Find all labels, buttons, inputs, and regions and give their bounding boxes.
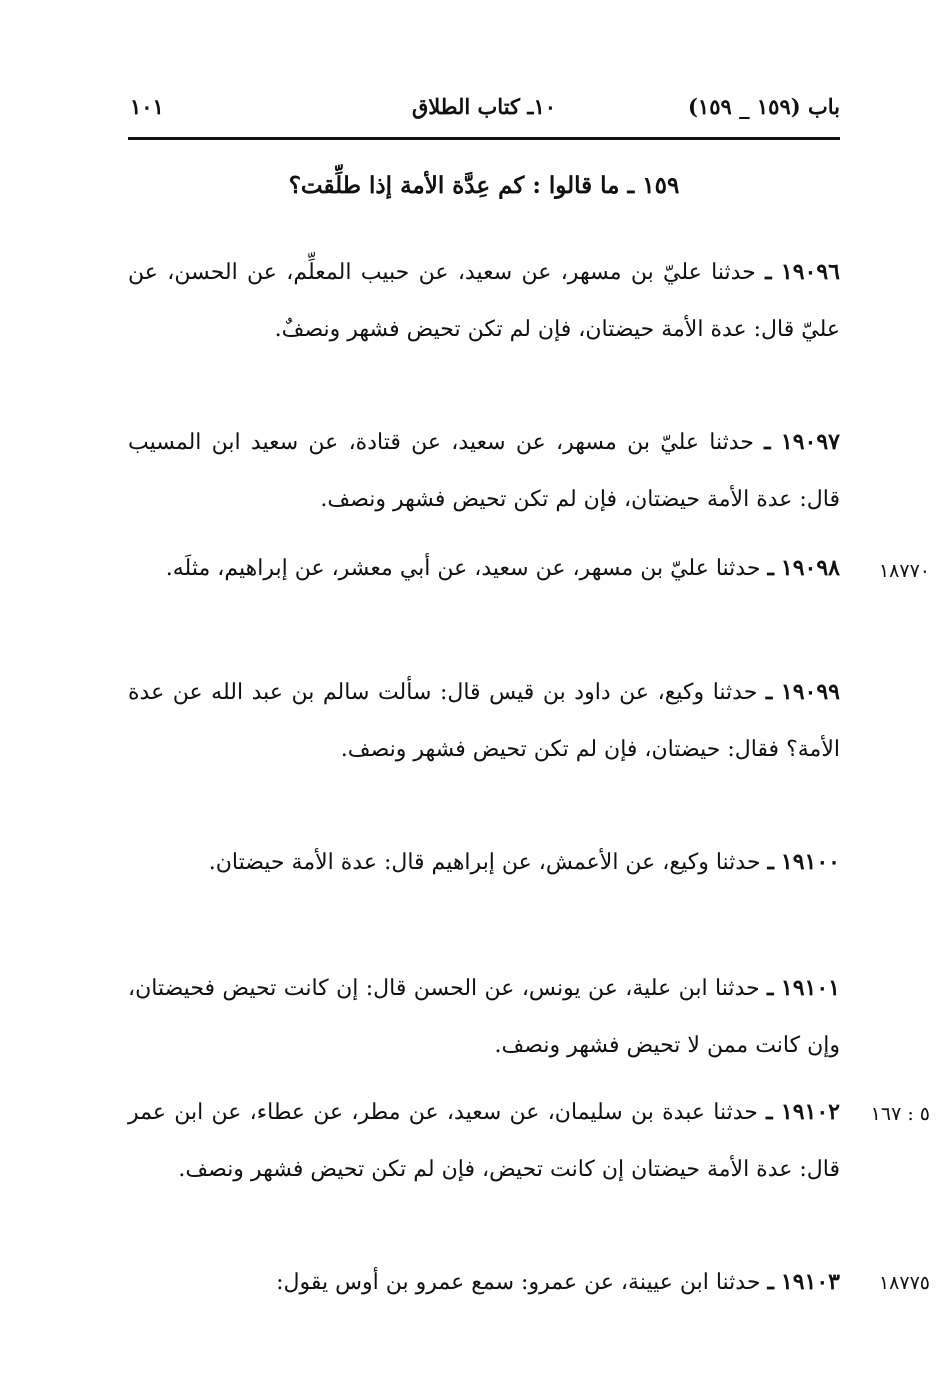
hadith-text: حدثنا عبدة بن سليمان، عن سعيد، عن مطر، عن عطاء، عن ابن عمر قال: عدة الأمة حيضتان إن كانت تحيض، فإن لم تكن تحيض فشهر ونصف. <box>128 1100 840 1182</box>
hadith-dash: ـ <box>764 429 771 455</box>
hadith-dash: ـ <box>767 555 774 581</box>
hadith-entry <box>128 244 840 358</box>
hadith-number: ١٩١٠٠ <box>780 849 840 875</box>
hadith-text: حدثنا عليّ بن مسهر، عن سعيد، عن أبي معشر، عن إبراهيم، مثلَه. <box>165 556 761 581</box>
hadith-entry <box>128 834 840 891</box>
margin-reference: ٥ : ١٦٧ <box>870 1103 930 1125</box>
hadith-text: حدثنا ابن علية، عن يونس، عن الحسن قال: إن كانت تحيض فحيضتان، وإن كانت ممن لا تحيض فشهر ونصف. <box>128 976 840 1058</box>
header-rule <box>128 137 840 140</box>
hadith-dash: ـ <box>767 975 774 1001</box>
hadith-text: حدثنا عليّ بن مسهر، عن سعيد، عن قتادة، عن سعيد ابن المسيب قال: عدة الأمة حيضتان، فإن لم تكن تحيض فشهر ونصف. <box>128 430 840 512</box>
hadith-dash: ـ <box>767 849 774 875</box>
hadith-text: حدثنا ابن عيينة، عن عمرو: سمع عمرو بن أوس يقول: <box>276 1270 761 1295</box>
margin-reference: ١٨٧٧٥ <box>878 1272 930 1294</box>
hadith-dash: ـ <box>767 1269 774 1295</box>
hadith-number: ١٩٠٩٩ <box>780 679 840 705</box>
margin-reference: ١٨٧٧٠ <box>878 560 930 582</box>
hadith-dash: ـ <box>765 679 773 705</box>
hadith-number: ١٩١٠٢ <box>780 1099 840 1125</box>
hadith-text: حدثنا عليّ بن مسهر، عن سعيد، عن حبيب المعلِّم، عن الحسن، عن عليّ قال: عدة الأمة حيضتان، فإن لم تكن تحيض فشهر ونصفٌ. <box>128 260 840 342</box>
hadith-number: ١٩٠٩٧ <box>780 429 840 455</box>
section-title: ١٥٩ ـ ما قالوا : كم عِدَّة الأمة إذا طلِّقت؟ <box>288 172 680 199</box>
hadith-number: ١٩١٠٣ <box>780 1269 840 1295</box>
running-header <box>128 88 840 128</box>
hadith-entry <box>128 960 840 1074</box>
hadith-text: حدثنا وكيع، عن الأعمش، عن إبراهيم قال: عدة الأمة حيضتان. <box>208 850 761 875</box>
hadith-number: ١٩٠٩٨ <box>780 555 840 581</box>
hadith-number: ١٩١٠١ <box>780 975 840 1001</box>
hadith-entry <box>128 1254 840 1311</box>
book-title: ١٠ـ كتاب الطلاق <box>411 94 557 119</box>
hadith-number: ١٩٠٩٦ <box>780 259 840 285</box>
chapter-range: باب (١٥٩ _ ١٥٩) <box>687 94 840 119</box>
hadith-entry <box>128 664 840 778</box>
page-number: ١٠١ <box>130 94 164 119</box>
hadith-text: حدثنا وكيع، عن داود بن قيس قال: سألت سالم بن عبد الله عن عدة الأمة؟ فقال: حيضتان، فإن لم تكن تحيض فشهر ونصف. <box>128 680 840 762</box>
hadith-entry <box>128 414 840 528</box>
hadith-dash: ـ <box>766 1099 773 1125</box>
hadith-dash: ـ <box>765 259 772 285</box>
hadith-entry <box>128 1084 840 1198</box>
hadith-entry <box>128 540 840 597</box>
